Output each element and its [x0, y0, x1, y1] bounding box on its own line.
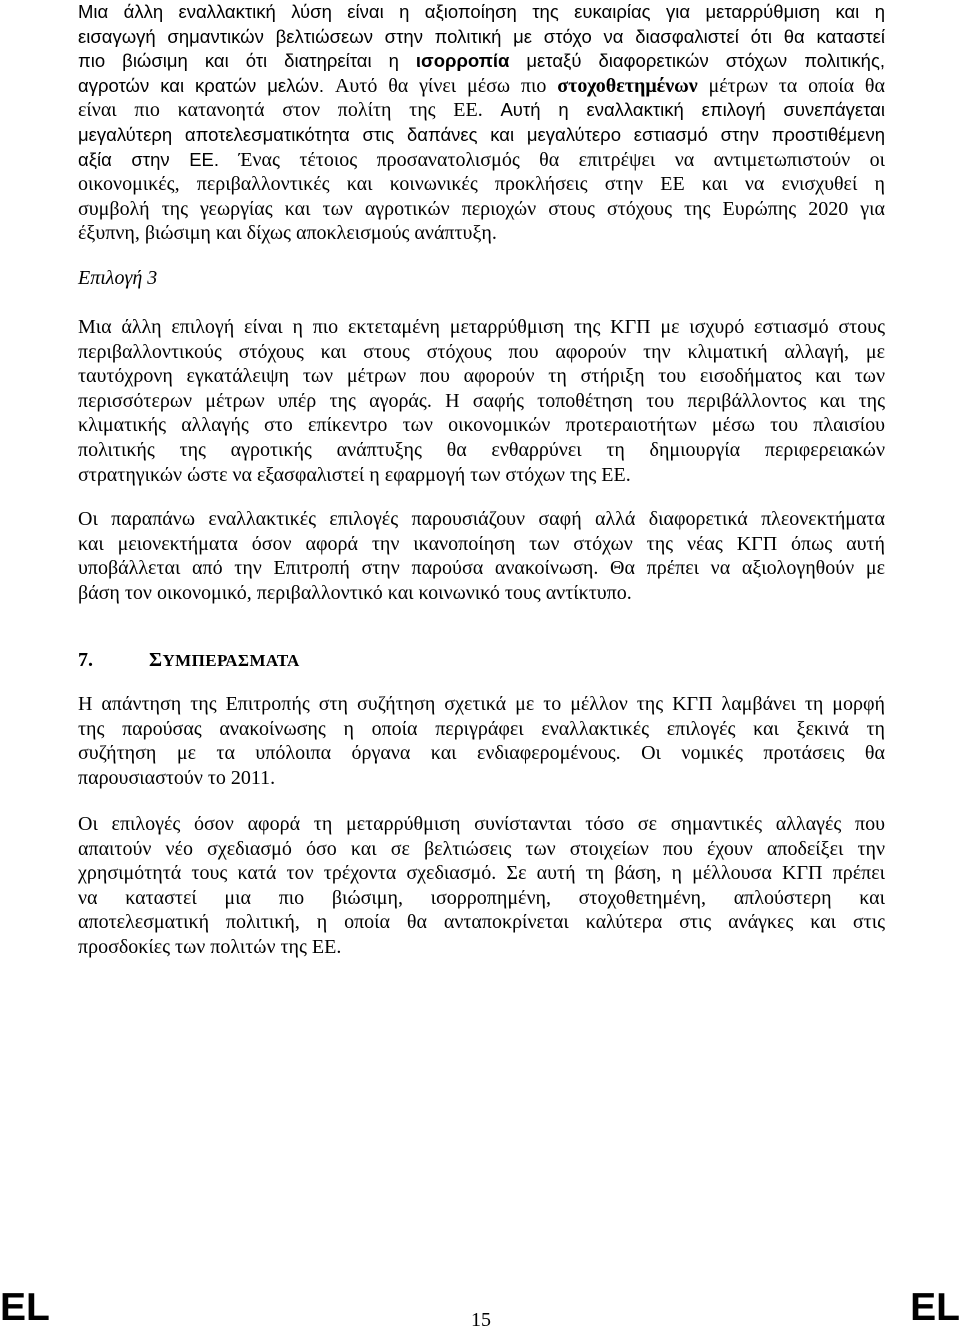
section-number: 7. — [78, 649, 93, 671]
text-line — [78, 148, 885, 173]
paragraph — [78, 0, 885, 246]
text-run: Αυτή η εναλλακτική επιλογή συνεπάγεται — [500, 99, 885, 121]
text-line: συζήτηση με τα υπόλοιπα όργανα και ενδιαφερομένους. Οι νομικές προτάσεις θα — [78, 742, 885, 765]
subsection-heading-text: Επιλογή 3 — [78, 267, 158, 289]
language-code-right: EL — [910, 1286, 960, 1329]
paragraph — [78, 692, 885, 790]
paragraph — [78, 812, 885, 960]
page-number: 15 — [471, 1309, 491, 1331]
text-run: μεταξύ διαφορετικών στόχων πολιτικής, — [509, 50, 886, 72]
text-line: κλιματικής αλλαγής στο επίκεντρο των οικονομικών προτεραιοτήτων μέσω του πλαισίου — [78, 414, 885, 437]
bold-term: ισορροπία — [415, 50, 510, 72]
text-line: απαιτούν νέο σχεδιασμό όσο και σε βελτιώσεις των στοιχείων που έχουν αποδείξει την — [78, 837, 885, 860]
language-code-left: EL — [0, 1286, 50, 1329]
text-line: χρησιμότητά τους κατά τον τρέχοντα σχεδιασμό. Σε αυτή τη βάση, η μέλλουσα ΚΓΠ πρέπει — [78, 862, 885, 885]
text-line: να καταστεί μια πιο βιώσιμη, ισορροπημένη, στοχοθετημένη, απλούστερη και — [78, 886, 885, 909]
text-line: έξυπνη, βιώσιμη και δίχως αποκλεισμούς ανάπτυξη. — [78, 222, 497, 245]
subsection-heading — [78, 266, 885, 291]
text-run: αγροτών και κρατών μελών. — [78, 74, 335, 96]
text-run: μέτρων τα οποία θα — [697, 74, 885, 97]
text-run: αξία στην ΕΕ. — [78, 148, 239, 170]
text-line: περισσότερων μέτρων υπέρ της αγοράς. Η σαφής τοποθέτηση του περιβάλλοντος και της — [78, 389, 885, 412]
text-line: αποτελεσματική πολιτική, η οποία θα ανταποκρίνεται καλύτερα στις ανάγκες και στις — [78, 911, 885, 934]
text-line: Οι επιλογές όσον αφορά τη μεταρρύθμιση συνίστανται τόσο σε σημαντικές αλλαγές που — [78, 813, 885, 835]
text-line: παρουσιαστούν το 2011. — [78, 766, 276, 789]
text-line: συμβολή της γεωργίας και των αγροτικών περιοχών στους στόχους της Ευρώπης 2020 για — [78, 197, 885, 220]
text-line: προσδοκίες των πολιτών της ΕΕ. — [78, 935, 342, 958]
section-title: ΣΥΜΠΕΡΑΣΜΑΤΑ — [149, 649, 300, 671]
text-line — [78, 98, 885, 123]
text-line: της παρούσας ανακοίνωσης η οποία περιγράφει εναλλακτικές επιλογές και ξεκινά τη — [78, 717, 885, 740]
text-line — [78, 49, 885, 74]
text-line: μεγαλύτερη αποτελεσματικότητα στις δαπάνες και μεγαλύτερο εστιασμό στην προστιθέμενη — [78, 123, 885, 145]
text-line: Μια άλλη επιλογή είναι η πιο εκτεταμένη μεταρρύθμιση της ΚΓΠ με ισχυρό εστιασμό στους — [78, 316, 885, 338]
text-line: ταυτόχρονη εγκατάλειψη των μέτρων που αφορούν τη στήριξη του εισοδήματος και των — [78, 365, 885, 388]
text-line: οικονομικές, περιβαλλοντικές και κοινωνικές προκλήσεις στην ΕΕ και να ενισχυθεί η — [78, 173, 885, 196]
text-line: και μειονεκτήματα όσον αφορά την ικανοποίηση των στόχων της νέας ΚΓΠ όπως αυτή — [78, 532, 885, 555]
text-line: πολιτικής της αγροτικής ανάπτυξης θα ενθαρρύνει τη δημιουργία περιφερειακών — [78, 438, 885, 461]
text-line: Οι παραπάνω εναλλακτικές επιλογές παρουσιάζουν σαφή αλλά διαφορετικά πλεονεκτήματα — [78, 508, 885, 530]
text-run: είναι πιο κατανοητά στον πολίτη της ΕΕ. — [78, 99, 501, 122]
text-line: Η απάντηση της Επιτροπής στη συζήτηση σχετικά με το μέλλον της ΚΓΠ λαμβάνει τη μορφή — [78, 693, 885, 715]
paragraph — [78, 315, 885, 487]
text-line: Μια άλλη εναλλακτική λύση είναι η αξιοποίηση της ευκαιρίας για μεταρρύθμιση και η — [78, 1, 885, 22]
text-line: βάση τον οικονομικό, περιβαλλοντικό και κοινωνικό τους αντίκτυπο. — [78, 581, 632, 604]
text-line: εισαγωγή σημαντικών βελτιώσεων στην πολιτική με στόχο να διασφαλιστεί ότι θα καταστεί — [78, 25, 885, 47]
section-heading-line — [78, 648, 885, 673]
text-run: Ένας τέτοιος προσανατολισμός θα επιτρέψει να αντιμετωπιστούν οι — [238, 148, 885, 171]
text-line: περιβαλλοντικούς στόχους και στους στόχους που αφορούν την κλιματική αλλαγή, με — [78, 340, 885, 363]
text-line: στρατηγικών ώστε να εξασφαλιστεί η εφαρμογή των στόχων της ΕΕ. — [78, 463, 631, 486]
text-line: υποβάλλεται από την Επιτροπή στην παρούσα ανακοίνωση. Θα πρέπει να αξιολογηθούν με — [78, 557, 885, 580]
paragraph — [78, 507, 885, 605]
text-run: πιο βιώσιμη και ότι διατηρείται η — [78, 50, 416, 72]
text-run: Αυτό θα γίνει μέσω πιο — [334, 74, 558, 97]
section-heading — [78, 648, 885, 673]
text-line — [78, 74, 885, 99]
bold-term: στοχοθετημένων — [557, 74, 698, 97]
